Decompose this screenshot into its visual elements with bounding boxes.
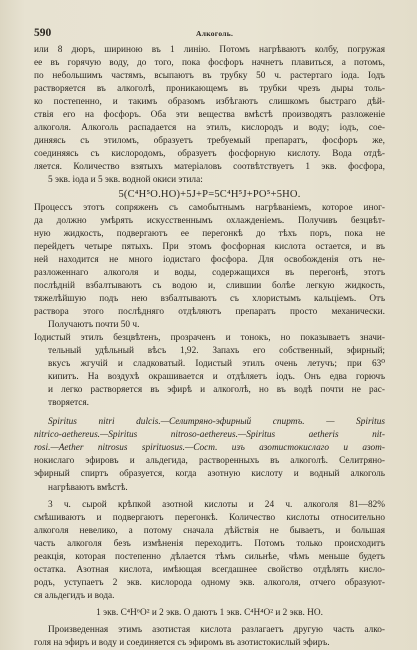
text-line: творяется.	[48, 398, 89, 409]
section-heading-line: rosi.—Aether nitrosus spirituosus.—Сост. изъ азотистокислаго и азот-	[34, 443, 385, 454]
text-line: послѣдній взбалтываютъ съ водою и, слившии болѣе легкую жидкость,	[34, 280, 385, 291]
text-line: тяжелѣйшую подъ нею взбалтываютъ съ хлористымъ кальціемъ. Отъ	[34, 293, 385, 304]
paragraph-nitric-acid	[34, 499, 385, 603]
section-heading-line: nitrico-aethereus.—Spiritus nitroso-aethereus.—Spiritus aetheris nit-	[34, 430, 385, 441]
text-line: диняясь съ этиломъ, образуетъ требуемый препаратъ, фосфоръ же,	[34, 136, 385, 147]
text-line: Произведенная этимъ азотистая кислота разлагаетъ другую часть алко-	[48, 624, 385, 635]
paragraph-properties	[34, 332, 385, 410]
text-line: растворяется въ алкоголѣ, проникающемъ въ трубки чрезъ дыры толь-	[34, 84, 385, 95]
text-line: ную жидкость, подвергаютъ ее перегонкѣ до тѣхъ поръ, пока не	[34, 228, 385, 239]
text-line: соединяясь съ кислородомъ, образуетъ фосфорную кислоту. Вода отдѣ-	[34, 149, 385, 160]
chemical-equation: 1 экв. C⁴H⁶O² и 2 экв. O даютъ 1 экв. C⁴H⁴O² и 2 экв. HO.	[96, 607, 323, 618]
section-spiritus-nitri-dulcis	[34, 416, 385, 494]
text-line: вкусъ жгучій и сладковатый. Іодистый этилъ очень летучъ; при 63⁰	[48, 359, 385, 370]
text-line: по небольшимъ частямъ, всыпаютъ въ трубку 50 ч. растертаго іода. Іодъ	[34, 71, 385, 82]
text-line: кипитъ. На воздухѣ окрашивается и отдѣляетъ іодъ. Онъ едва горючъ	[48, 372, 385, 383]
text-line: остатка. Азотная кислота, имѣющая всегдашнее свойство отдѣлять кисло-	[34, 564, 385, 575]
text-line: нокислаго эфировъ и альдегида, растворенныхъ въ алкоголѣ. Селитряно-	[34, 456, 385, 467]
text-line: эфирный спиртъ образуется, когда азотную кислоту и водный алкоголь	[34, 469, 385, 480]
text-line: голя на эфиръ и воду и соединяется съ эфиромъ въ азотистокислый эфиръ.	[34, 638, 330, 649]
paragraph-nitrous-ether	[34, 624, 385, 650]
text-line: реакція, которая постепенно дѣлается тѣмъ сильнѣе, чѣмъ меньше будетъ	[34, 551, 385, 562]
text-line: ствія его на фосфоръ. Оба эти вещества вмѣстѣ производятъ разложеніе	[34, 110, 385, 121]
running-head: Алкоголь.	[196, 29, 234, 38]
text-line: ляется. Количество взятыхъ матеріаловъ соотвѣтствуетъ 1 экв. фосфора,	[34, 162, 385, 173]
text-line: ко постепенно, и такимъ образомъ избѣгаютъ слишкомъ быстраго дѣй-	[34, 97, 385, 108]
text-line: или 8 дюръ, шириною въ 1 линію. Потомъ нагрѣваютъ колбу, погружая	[34, 45, 385, 55]
paragraph-iodine-procedure	[34, 44, 385, 188]
text-line: алкоголя невелико, а потому сначала дѣйствія не бываетъ, и большая	[34, 525, 385, 536]
text-line: 3 ч. сырой крѣпкой азотной кислоты и 24 ч. алкоголя 81—82%	[48, 499, 385, 510]
text-line: да должно умѣрять искусственнымъ охлажденіемъ. Получивъ безцвѣт-	[34, 215, 385, 226]
text-line: разложеннаго алкоголя и воды, содержащихся въ перегонѣ, этотъ	[34, 267, 385, 278]
body-text	[34, 44, 385, 650]
chemical-equation: 5(C⁴H⁵O.HO)+5J+P=5C⁴H⁵J+PO⁵+5HO.	[118, 188, 301, 200]
page-number: 590	[34, 27, 52, 39]
text-line: перейдетъ четыре пятыхъ. При этомъ фосфорная кислота остается, и въ	[34, 241, 385, 252]
text-line: 5 экв. іода и 5 экв. водной окиси этила:	[48, 175, 203, 186]
text-line: смѣшиваютъ и подвергаютъ перегонкѣ. Количество кислоты относительно	[34, 512, 385, 523]
text-line: раствора этого послѣдняго отдѣляютъ препаратъ просто механически.	[34, 306, 385, 317]
page-header	[34, 27, 387, 41]
text-line: ся альдегидъ и вода.	[34, 590, 115, 601]
text-line: Процессъ этотъ сопряженъ съ самобытнымъ нагрѣваніемъ, которое иног-	[34, 202, 385, 213]
section-heading-line: Spiritus nitri dulcis.—Селитряно-эфирный спиртъ. — Spiritus	[48, 417, 385, 428]
text-line: нагрѣваютъ вмѣстѣ.	[48, 482, 128, 493]
text-line: Іодистый этилъ безцвѣтенъ, прозраченъ и тонокъ, но показываетъ значи-	[34, 332, 385, 343]
text-line: тельный удѣльный вѣсъ 1,92. Запахъ его собственный, эфирный;	[48, 346, 385, 357]
paragraph-distillation	[34, 202, 385, 332]
text-line: алкоголя. Алкоголь распадается на этилъ, кислородъ и воду; іодъ, сое-	[34, 123, 385, 134]
text-line: и легко растворяется въ эфирѣ и алкоголѣ, но въ водѣ почти не рас-	[48, 385, 385, 396]
text-line: Получаютъ почти 50 ч.	[48, 319, 140, 330]
text-line: ней находится не много іодистаго фосфора. Для освобожденія отъ не-	[34, 254, 385, 265]
text-line: родъ, уступаетъ 2 экв. кислорода одному экв. алкоголя, отчего образуют-	[34, 577, 385, 588]
text-line: часть алкоголя безъ измѣненія переходитъ. Потомъ только происходитъ	[34, 538, 385, 549]
text-line: ее въ горячую воду, до того, пока фосфоръ начнетъ плавиться, а потомъ,	[34, 58, 385, 69]
